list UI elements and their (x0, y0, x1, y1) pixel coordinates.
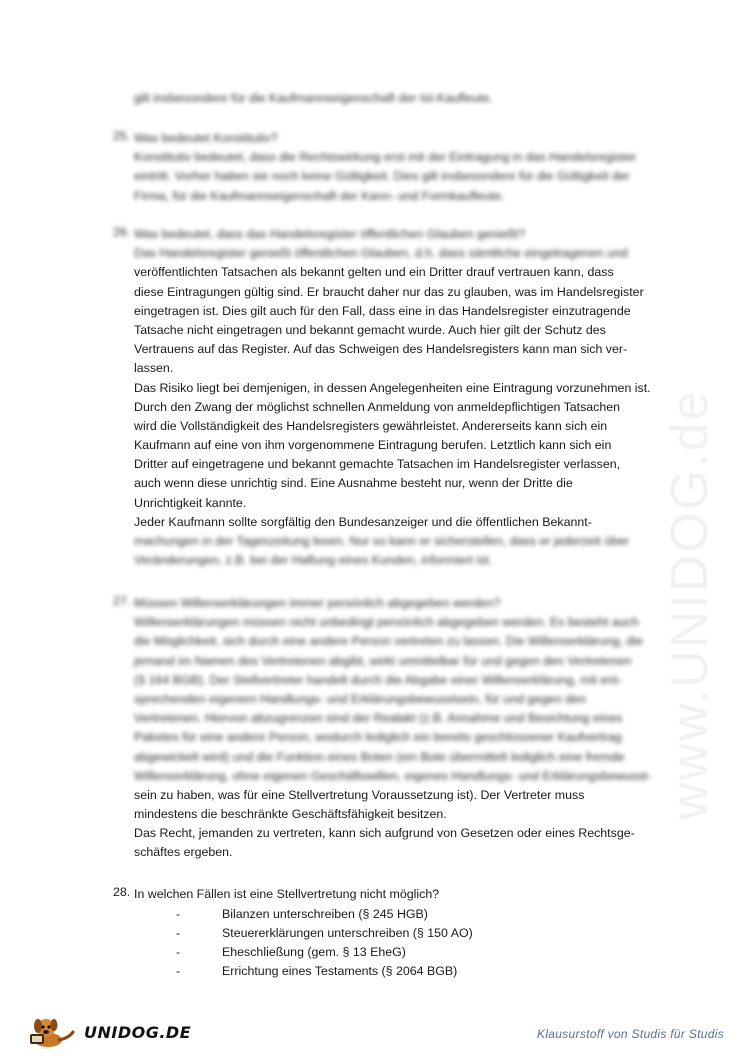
q26-line: Vertrauens auf das Register. Auf das Schweigen des Handelsregisters kann man sich ver- (134, 342, 628, 357)
q27-line: (§ 164 BGB). Der Stellvertreter handelt durch die Abgabe einer Willenserklärung, mit ent- (134, 672, 622, 687)
q26-line: machungen in der Tageszeitung lesen. Nur so kann er sicherstellen, dass er jederzeit über (134, 534, 629, 548)
list-dash: - (176, 964, 181, 978)
q26-line: Das Handelsregister genießt öffentlichen Glauben, d.h. dass sämtliche eingetragenen und (134, 246, 628, 261)
q27-line: Willenserklärung, ohne eigenen Geschäftswillen, eigenes Handlungs- und Erklärungsbewusst- (134, 768, 652, 783)
list-item (0, 907, 700, 926)
intro-line: gilt insbesondere für die Kaufmannseigenschaft der Ist-Kaufleute. (134, 91, 493, 105)
q25-line: Was bedeutet Konstitutiv? (134, 131, 278, 145)
q26-line: Durch den Zwang der möglichst schnellen Anmeldung von anmeldepflichtigen Tatsachen (134, 399, 621, 414)
q27-line: Willenserklärungen müssen nicht unbedingt persönlich abgegeben werden. Es besteht auch (134, 615, 639, 630)
question-25-number: 25. (113, 129, 131, 143)
q26-line: Dritter auf eingetragene und bekannt gemachte Tatsachen im Handelsregister verlassen, (134, 457, 621, 472)
list-item (0, 964, 700, 983)
footer-tagline: Klausurstoff von Studis für Studis (537, 1027, 724, 1041)
footer-logo[interactable] (26, 1014, 192, 1050)
q26-line: auch wenn diese unrichtig sind. Eine Ausnahme besteht nur, wenn der Dritte die (134, 476, 573, 491)
q26-line: Tatsache nicht eingetragen und bekannt gemacht wurde. Auch hier gilt der Schutz des (134, 322, 606, 337)
q27-line: abgewickelt wird) und die Funktion eines Boten (ein Bote übermittelt lediglich eine fremde (134, 749, 625, 764)
q26-line: Unrichtigkeit kannte. (134, 495, 247, 510)
list-item (0, 945, 700, 964)
q27-line: sprechenden eigenem Handlungs- und Erklärungsbewusstsein, für und gegen den (134, 691, 586, 706)
list-dash: - (176, 907, 181, 921)
q26-line: Jeder Kaufmann sollte sorgfältig den Bundesanzeiger und die öffentlichen Bekannt- (134, 514, 592, 529)
q27-line: jemand im Namen des Vertretenen abgibt, wirkt unmittelbar für und gegen den Vertretenen (134, 653, 632, 668)
q26-line: diese Eintragungen gültig sind. Er braucht daher nur das zu glauben, was im Handelsregister (134, 284, 644, 299)
q27-line: Vertretenen. Hiervon abzugrenzen sind der Realakt (z.B. Annahme und Besichtung eines (134, 711, 623, 726)
q27-line: Das Recht, jemanden zu vertreten, kann sich aufgrund von Gesetzen oder eines Rechtsge- (134, 826, 635, 841)
q26-line: eingetragen ist. Dies gilt auch für den Fall, dass eine in das Handelsregister einzutragende (134, 303, 631, 318)
brand-name: UNIDOG.DE (84, 1023, 192, 1042)
q27-line: schäftes ergeben. (134, 845, 233, 860)
question-26-block (134, 225, 651, 570)
q27-line: Paketes für eine andere Person, wodurch lediglich ein bereits geschlossener Kaufvertrag (134, 730, 622, 745)
question-28-number: 28. (113, 885, 131, 899)
q26-line: wird die Vollständigkeit des Handelsregisters gewährleistet. Andererseits kann sich ein (134, 418, 608, 433)
q25-line: Firma, für die Kaufmannseigenschaft der Kann- und Formkaufleute. (134, 188, 505, 203)
list-item-text: Errichtung eines Testaments (§ 2064 BGB) (222, 964, 458, 978)
q25-line: Konstitutiv bedeutet, dass die Rechtswirkung erst mit der Eintragung in das Handelsregister (134, 150, 637, 165)
question-28-title: In welchen Fällen ist eine Stellvertretung nicht möglich? (134, 887, 440, 901)
q27-line: die Möglichkeit, sich durch eine andere Person vertreten zu lassen. Die Willenserklärung, die (134, 634, 643, 649)
question-27-number: 27. (113, 594, 131, 608)
question-26-number: 26. (113, 225, 131, 239)
q26-line: veröffentlichten Tatsachen als bekannt gelten und ein Dritter drauf vertrauen kann, dass (134, 265, 614, 280)
list-item-text: Bilanzen unterschreiben (§ 245 HGB) (222, 907, 428, 921)
q26-line: lassen. (134, 361, 174, 376)
q26-line: Kaufmann auf eine von ihm vorgenommene Eintragung berufen. Letztlich kann sich ein (134, 438, 612, 453)
list-item-text: Eheschließung (gem. § 13 EheG) (222, 945, 406, 959)
dog-mascot-icon (26, 1014, 86, 1050)
q27-line: mindestens die beschränkte Geschäftsfähigkeit besitzen. (134, 807, 447, 822)
q26-line: Was bedeutet, dass das Handelsregister öffentlichen Glauben genießt? (134, 227, 526, 241)
q25-line: eintritt. Vorher hatten sie noch keine Gültigkeit. Dies gilt insbesondere für die Gültigkeit der (134, 169, 630, 184)
list-item-text: Steuererklärungen unterschreiben (§ 150 AO) (222, 926, 473, 940)
list-dash: - (176, 926, 181, 940)
q26-line: Veränderungen, z.B. bei der Haftung eines Kunden, informiert ist. (134, 553, 493, 568)
question-25-block (134, 129, 636, 206)
q27-line: Müssen Willenserklärungen immer persönlich abgegeben werden? (134, 596, 501, 610)
list-item (0, 926, 700, 945)
question-27-block (134, 594, 651, 863)
list-dash: - (176, 945, 181, 959)
q27-line: sein zu haben, was für eine Stellvertretung Voraussetzung ist). Der Vertreter muss (134, 787, 585, 802)
q26-line: Das Risiko liegt bei demjenigen, in dessen Angelegenheiten eine Eintragung vorzunehmen ist. (134, 380, 651, 395)
watermark: www.UNIDOG.de (661, 389, 719, 820)
